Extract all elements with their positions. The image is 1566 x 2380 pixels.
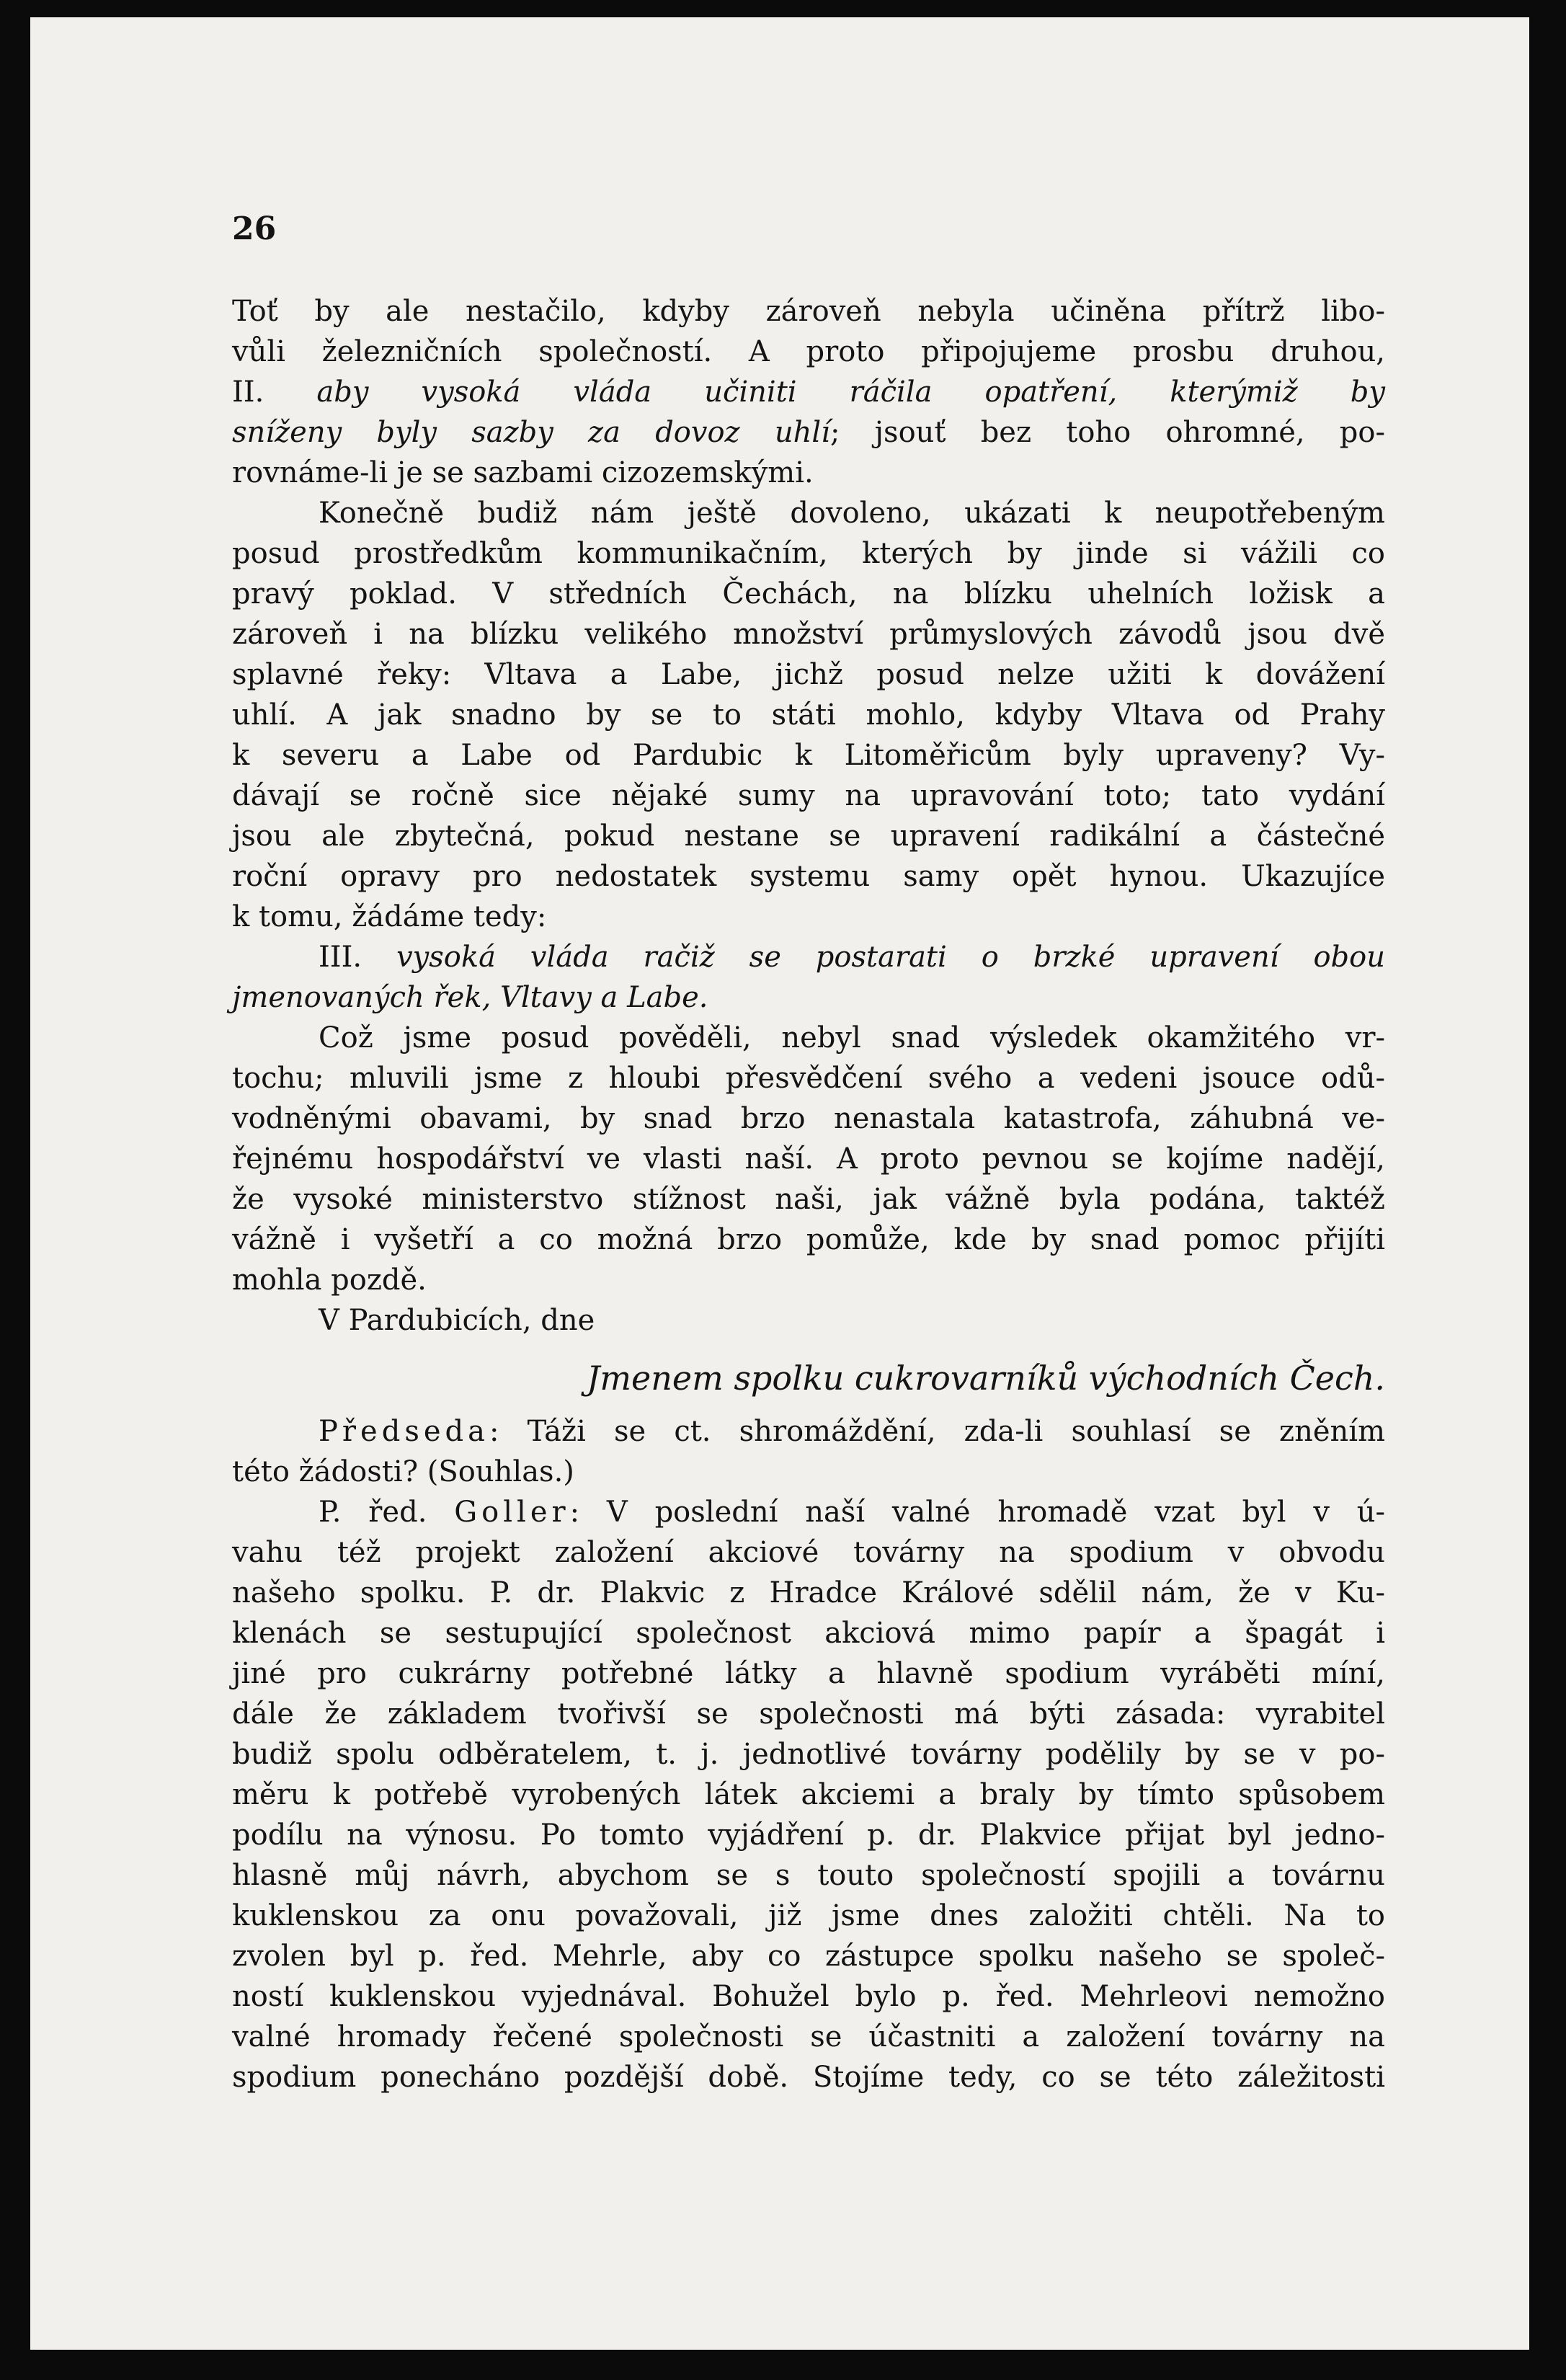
text-line: dále že základem tvořivší se společnosti má býti zásada: vyrabitel <box>232 1697 1385 1731</box>
text-line: mohla pozdě. <box>232 1264 427 1297</box>
speaker-chairman: Předseda <box>319 1415 489 1448</box>
text-line: zároveň i na blízku velikého množství průmyslových závodů jsou dvě <box>232 618 1385 651</box>
text-line: uhlí. A jak snadno by se to státi mohlo, kdyby Vltava od Prahy <box>232 698 1385 732</box>
place-date-line: V Pardubicích, dne <box>319 1304 595 1337</box>
text-line: ností kuklenskou vyjednával. Bohužel bylo p. řed. Mehrleovi nemožno <box>232 1980 1385 2013</box>
text-line: sníženy byly sazby za dovoz uhlí; jsouť bez toho ohromné, po- <box>232 416 1385 449</box>
text-line <box>232 372 1385 412</box>
text-line: vůli železničních společností. A proto připojujeme prosbu druhou, <box>232 335 1385 368</box>
text-line: vodněnými obavami, by snad brzo nenastala katastrofa, záhubná ve- <box>232 1102 1385 1135</box>
text-line: P. řed. Goller: V poslední naší valné hromadě vzat byl v ú- <box>319 1496 1385 1529</box>
text-line: měru k potřebě vyrobených látek akciemi a braly by tímto spůsobem <box>232 1778 1385 1811</box>
request-3-text-cont: jmenovaných řek, Vltavy a Labe. <box>232 981 708 1014</box>
text-line: vážně i vyšetří a co možná brzo pomůže, kde by snad pomoc přijíti <box>232 1223 1385 1256</box>
text-line: podílu na výnosu. Po tomto vyjádření p. dr. Plakvice přijat byl jedno- <box>232 1819 1385 1852</box>
request-number-2: II. <box>232 376 264 409</box>
document-page <box>30 17 1529 2350</box>
text-line: splavné řeky: Vltava a Labe, jichž posud nelze užiti k dovážení <box>232 658 1385 691</box>
speaker-title: P. řed. <box>319 1496 427 1529</box>
text-line: vahu též projekt založení akciové továrny na spodium v obvodu <box>232 1536 1385 1569</box>
text-line: roční opravy pro nedostatek systemu samy opět hynou. Ukazujíce <box>232 860 1385 893</box>
text-line: hlasně můj návrh, abychom se s touto společností spojili a továrnu <box>232 1859 1385 1892</box>
speaker-name: Goller <box>454 1496 570 1529</box>
body-text <box>232 291 1385 2097</box>
text-line: pravý poklad. V středních Čechách, na blízku uhelních ložisk a <box>232 577 1385 610</box>
request-number-3: III. <box>319 941 362 974</box>
text-line: k severu a Labe od Pardubic k Litoměřicům byly upraveny? Vy- <box>232 739 1385 772</box>
text-line: jiné pro cukrárny potřebné látky a hlavně spodium vyráběti míní, <box>232 1657 1385 1690</box>
request-2-text: aby vysoká vláda učiniti ráčila opatření, kterýmiž by <box>316 376 1385 409</box>
text-line: našeho spolku. P. dr. Plakvic z Hradce Králové sdělil nám, že v Ku- <box>232 1576 1385 1609</box>
text-line: že vysoké ministerstvo stížnost naši, jak vážně byla podána, taktéž <box>232 1183 1385 1216</box>
text-line: Což jsme posud pověděli, nebyl snad výsledek okamžitého vr- <box>319 1021 1385 1054</box>
text-line: tochu; mluvili jsme z hloubi přesvědčení svého a vedeni jsouce odů- <box>232 1062 1385 1095</box>
text-line <box>232 937 1385 977</box>
text-line <box>232 977 1385 1018</box>
text-line: spodium ponecháno pozdější době. Stojíme tedy, co se této záležitosti <box>232 2061 1385 2094</box>
text-line: zvolen byl p. řed. Mehrle, aby co zástupce spolku našeho se společ- <box>232 1940 1385 1973</box>
text-line: k tomu, žádáme tedy: <box>232 900 547 933</box>
text-line: jsou ale zbytečná, pokud nestane se upravení radikální a částečné <box>232 820 1385 853</box>
text-line: budiž spolu odběratelem, t. j. jednotlivé továrny podělily by se v po- <box>232 1738 1385 1771</box>
text-line: posud prostředkům kommunikačním, kterých by jinde si vážili co <box>232 537 1385 570</box>
text-line: této žádosti? (Souhlas.) <box>232 1455 574 1488</box>
request-3-text: vysoká vláda račiž se postarati o brzké upravení obou <box>396 941 1385 974</box>
text-line: řejnému hospodářství ve vlasti naší. A proto pevnou se kojíme nadějí, <box>232 1142 1385 1176</box>
text-line: rovnáme-li je se sazbami cizozemskými. <box>232 456 814 489</box>
text-line: Předseda: Táži se ct. shromáždění, zda-li souhlasí se zněním <box>319 1415 1385 1448</box>
page-number: 26 <box>232 210 277 247</box>
text-line: kuklenskou za onu považovali, již jsme dnes založiti chtěli. Na to <box>232 1899 1385 1932</box>
text-line: klenách se sestupující společnost akciová mimo papír a špagát i <box>232 1617 1385 1650</box>
signature-line: Jmenem spolku cukrovarníků východních Čech. <box>586 1359 1385 1398</box>
request-2-text-cont: sníženy byly sazby za dovoz uhlí <box>232 416 830 449</box>
text-line: dávají se ročně sice nějaké sumy na upravování toto; tato vydání <box>232 779 1385 812</box>
text-line: Konečně budiž nám ještě dovoleno, ukázati k neupotřebeným <box>319 497 1385 530</box>
text-line: Toť by ale nestačilo, kdyby zároveň nebyla učiněna přítrž libo- <box>232 295 1385 328</box>
text-line: valné hromady řečené společnosti se účastniti a založení továrny na <box>232 2020 1385 2053</box>
